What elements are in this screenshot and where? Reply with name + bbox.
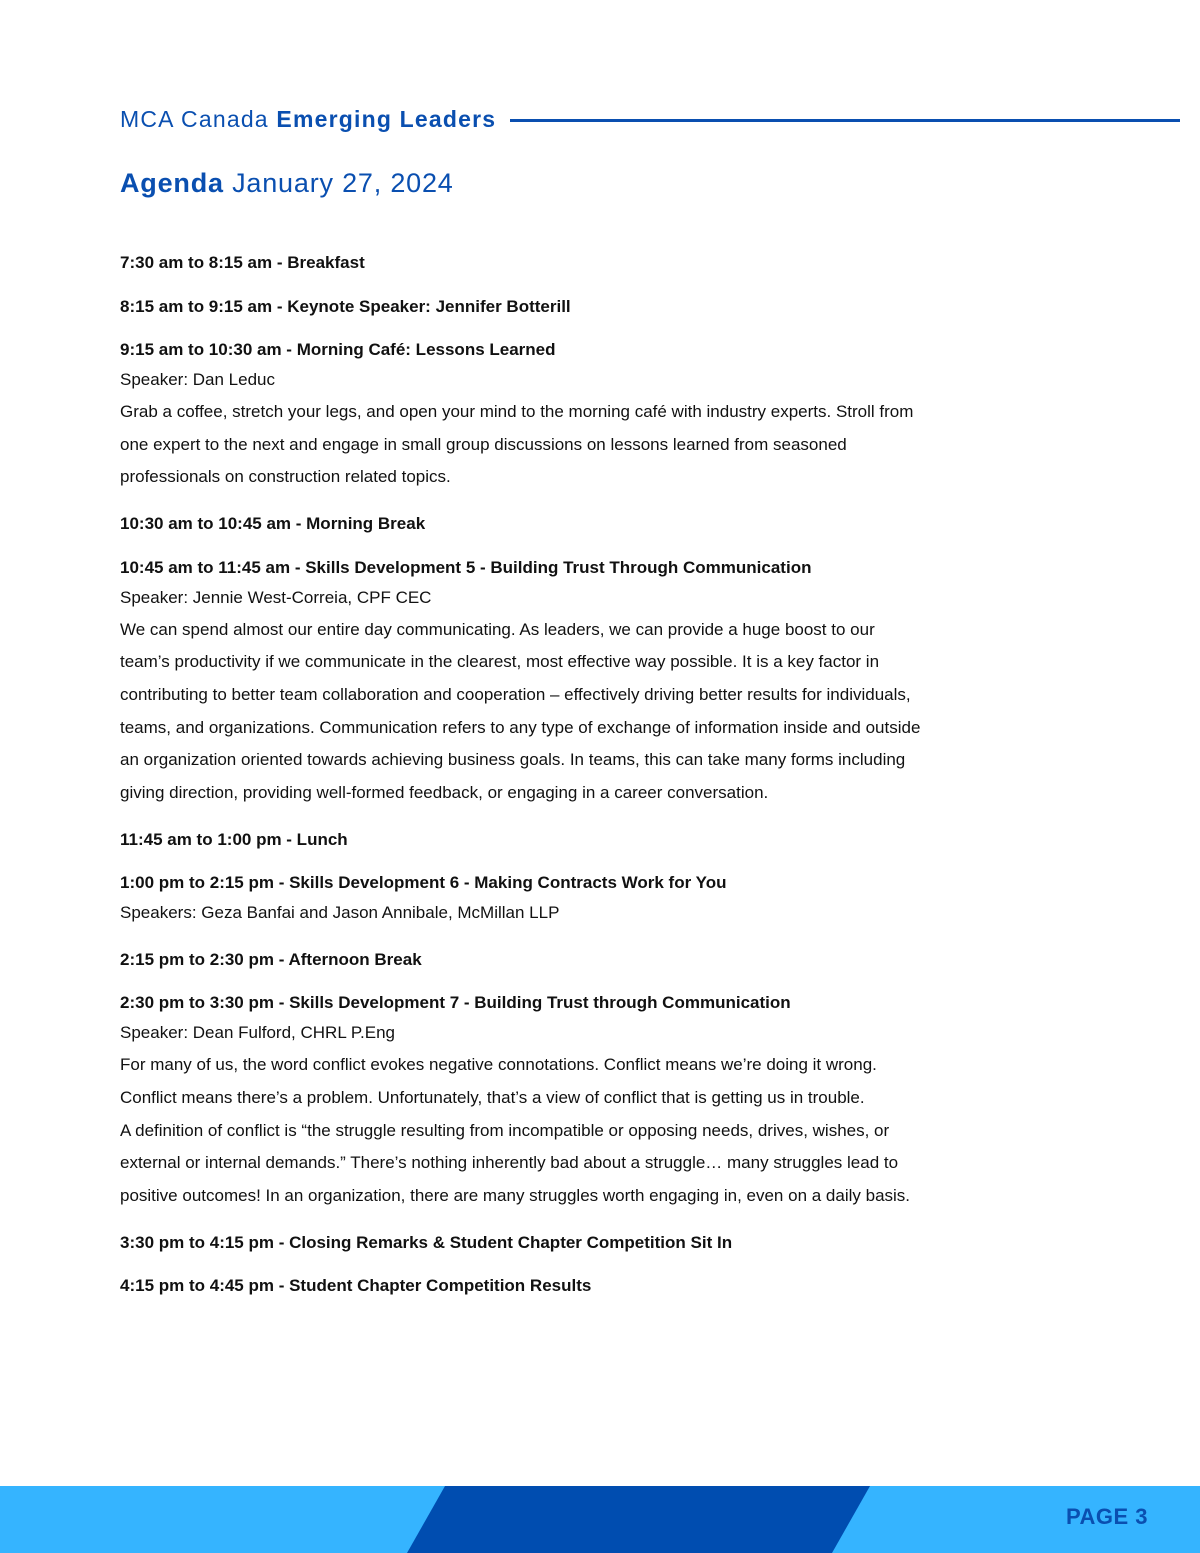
header-title	[120, 106, 496, 133]
agenda-item-title: 2:30 pm to 3:30 pm - Skills Development 7 - Building Trust through Communication	[120, 993, 791, 1013]
agenda-list	[120, 250, 1080, 1317]
agenda-item	[120, 827, 1080, 853]
footer-dark-band	[407, 1486, 870, 1553]
agenda-item-title: 3:30 pm to 4:15 pm - Closing Remarks & Student Chapter Competition Sit In	[120, 1232, 733, 1252]
header-rule	[510, 119, 1180, 122]
description-line: positive outcomes! In an organization, there are many struggles worth engaging in, even on a daily basis.	[120, 1185, 911, 1205]
description-line: We can spend almost our entire day communicating. As leaders, we can provide a huge boost to our	[120, 619, 875, 639]
agenda-item-speaker: Speaker: Jennie West-Correia, CPF CEC	[120, 587, 432, 607]
agenda-item-title: 1:00 pm to 2:15 pm - Skills Development 6 - Making Contracts Work for You	[120, 873, 727, 893]
agenda-item-description	[120, 396, 1080, 494]
description-line: giving direction, providing well-formed feedback, or engaging in a career conversation.	[120, 782, 769, 802]
page-footer	[0, 1486, 1200, 1553]
page-number: PAGE 3	[1065, 1504, 1148, 1529]
agenda-item	[120, 990, 1080, 1212]
description-line: professionals on construction related topics.	[120, 467, 451, 487]
document-header	[120, 103, 1180, 135]
description-line: contributing to better team collaboration and cooperation – effectively driving better results for individuals,	[120, 684, 911, 704]
description-line: external or internal demands.” There’s nothing inherently bad about a struggle… many struggles lead to	[120, 1153, 899, 1173]
agenda-item-description	[120, 614, 1080, 810]
agenda-item-title: 4:15 pm to 4:45 pm - Student Chapter Competition Results	[120, 1276, 592, 1296]
description-line: Conflict means there’s a problem. Unfortunately, that’s a view of conflict that is getting us in trouble.	[120, 1087, 865, 1107]
agenda-item	[120, 511, 1080, 537]
page-title-label: Agenda	[120, 168, 224, 198]
agenda-item	[120, 294, 1080, 320]
description-line: one expert to the next and engage in small group discussions on lessons learned from seasoned	[120, 434, 847, 454]
agenda-item-title: 2:15 pm to 2:30 pm - Afternoon Break	[120, 949, 422, 969]
agenda-item-title: 7:30 am to 8:15 am - Breakfast	[120, 253, 365, 272]
agenda-item	[120, 250, 1080, 276]
footer-band-graphic	[0, 1486, 1200, 1553]
agenda-item-title: 9:15 am to 10:30 am - Morning Café: Lessons Learned	[120, 340, 556, 359]
agenda-item-title: 10:30 am to 10:45 am - Morning Break	[120, 514, 426, 534]
agenda-item-speaker: Speakers: Geza Banfai and Jason Annibale, McMillan LLP	[120, 903, 560, 923]
header-program: Emerging Leaders	[276, 105, 497, 132]
description-line: Grab a coffee, stretch your legs, and open your mind to the morning café with industry experts. Stroll from	[120, 402, 914, 421]
agenda-item-title: 10:45 am to 11:45 am - Skills Development 5 - Building Trust Through Communication	[120, 557, 812, 577]
description-line: A definition of conflict is “the struggle resulting from incompatible or opposing needs, drives, wishes, or	[120, 1120, 890, 1140]
description-line: teams, and organizations. Communication refers to any type of exchange of information inside and outside	[120, 717, 921, 737]
agenda-item-title: 8:15 am to 9:15 am - Keynote Speaker: Jennifer Botterill	[120, 296, 571, 316]
page-title	[120, 168, 454, 199]
agenda-item-speaker: Speaker: Dan Leduc	[120, 370, 275, 389]
description-line: an organization oriented towards achieving business goals. In teams, this can take many forms including	[120, 750, 906, 770]
agenda-item	[120, 870, 1080, 929]
agenda-item-speaker: Speaker: Dean Fulford, CHRL P.Eng	[120, 1023, 395, 1043]
agenda-item	[120, 1230, 1080, 1256]
header-org: MCA Canada	[120, 105, 269, 132]
agenda-item	[120, 555, 1080, 810]
agenda-item	[120, 337, 1080, 494]
description-line: team’s productivity if we communicate in the clearest, most effective way possible. It is a key factor in	[120, 652, 880, 672]
agenda-item	[120, 1273, 1080, 1299]
agenda-item-description	[120, 1049, 1080, 1212]
description-line: For many of us, the word conflict evokes negative connotations. Conflict means we’re doing it wrong.	[120, 1055, 877, 1075]
agenda-item-title: 11:45 am to 1:00 pm - Lunch	[120, 829, 348, 849]
page-title-date: January 27, 2024	[232, 168, 454, 198]
agenda-item	[120, 947, 1080, 973]
